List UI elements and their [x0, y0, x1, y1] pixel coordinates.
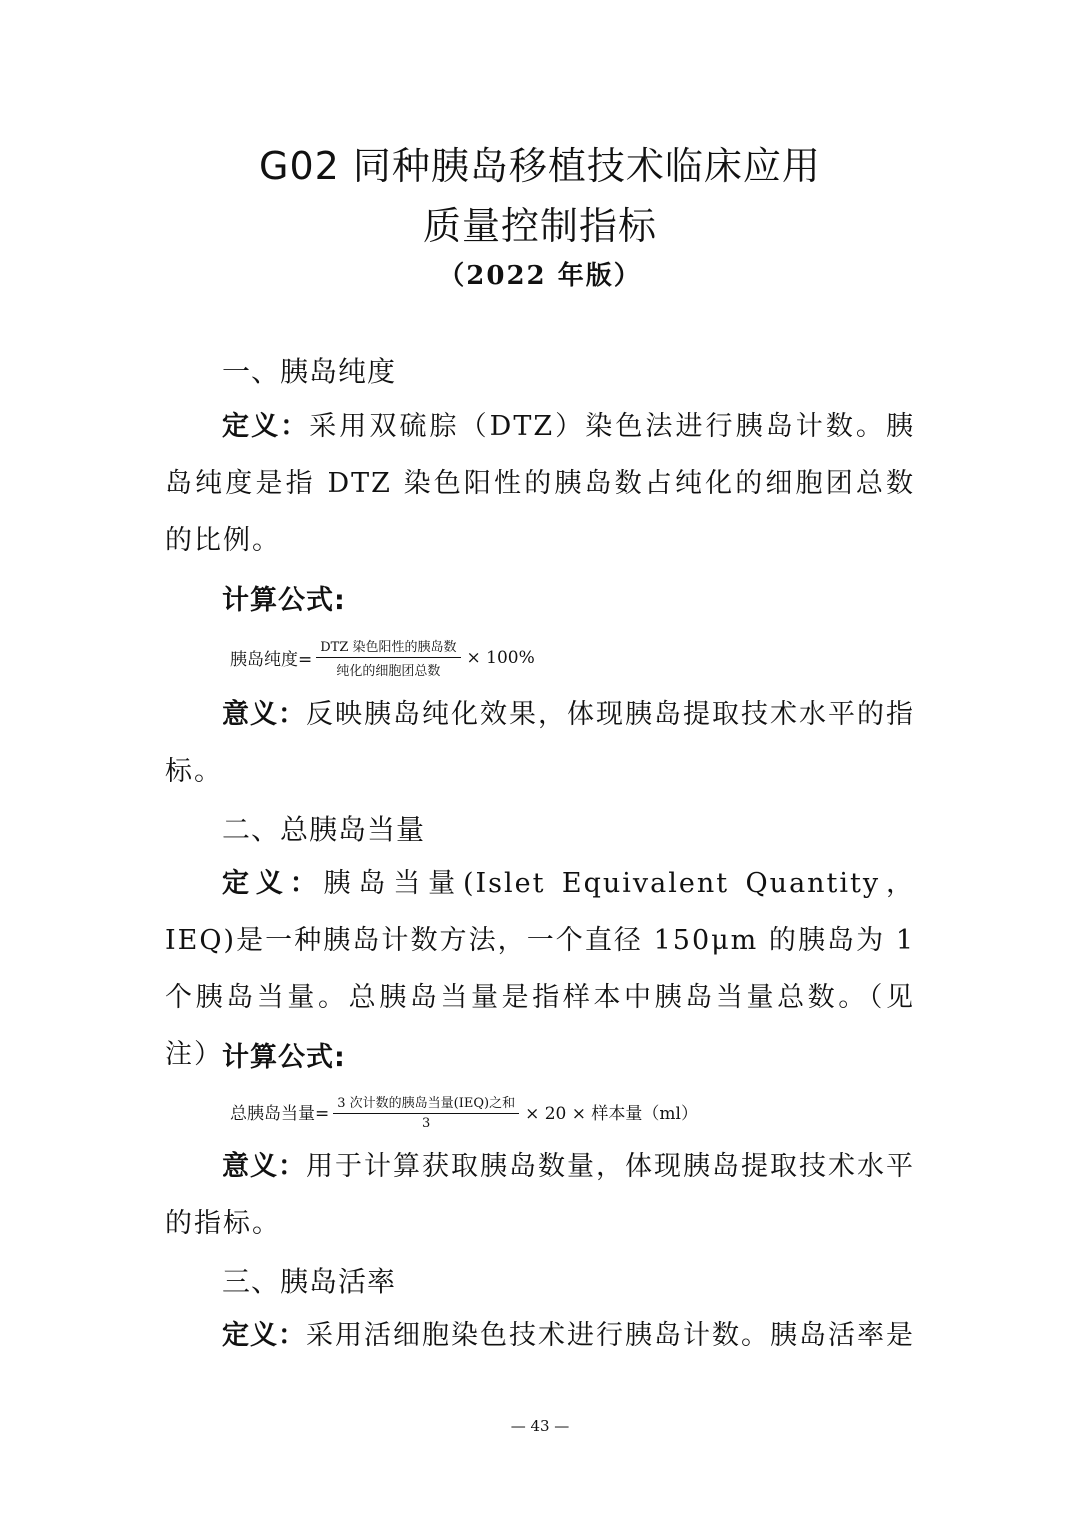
section2-formula-numerator: 3 次计数的胰岛当量(IEQ)之和: [333, 1092, 519, 1114]
section2-formula-lhs: 总胰岛当量=: [230, 1104, 330, 1124]
document-title-line1: G02 同种胰岛移植技术临床应用: [259, 144, 821, 188]
section2-formula: [230, 1092, 698, 1131]
section1-formula-lhs: 胰岛纯度=: [230, 650, 313, 670]
section2-meaning-text: 用于计算获取胰岛数量，体现胰岛提取技术水平的指标。: [165, 1151, 915, 1239]
page-number: — 43 —: [510, 1417, 570, 1435]
section1-heading: 一、胰岛纯度: [222, 355, 397, 388]
section2-definition-text: 胰岛当量(Islet Equivalent Quantity，IEQ)是一种胰岛计数方法，一个直径 150μm 的胰岛为 1 个胰岛当量。总胰岛当量是指样本中胰岛当量总数。（见注）: [165, 868, 915, 1070]
section2-definition-label: 定义：: [222, 868, 324, 899]
section1-meaning: [165, 686, 915, 800]
section1-formula-denominator: 纯化的细胞团总数: [336, 664, 441, 679]
section3-heading: 三、胰岛活率: [222, 1265, 397, 1298]
section1-formula-label: 计算公式:: [222, 585, 346, 616]
section1-definition: [165, 398, 915, 569]
section1-definition-label: 定义：: [222, 411, 310, 442]
section1-definition-text: 采用双硫腙（DTZ）染色法进行胰岛计数。胰岛纯度是指 DTZ 染色阳性的胰岛数占纯化的细胞团总数的比例。: [165, 411, 916, 556]
section2-heading: 二、总胰岛当量: [222, 813, 426, 846]
section3-definition-text: 采用活细胞染色技术进行胰岛计数。胰岛活率是: [306, 1320, 915, 1351]
section1-meaning-label: 意义：: [222, 699, 306, 730]
section3-definition: [165, 1307, 915, 1364]
section2-formula-denominator: 3: [422, 1116, 431, 1131]
section2-meaning-label: 意义：: [222, 1151, 306, 1182]
section1-formula-fraction: [316, 636, 460, 679]
section2-formula-fraction: [333, 1092, 519, 1131]
section2-meaning: [165, 1138, 915, 1252]
section2-formula-tail: × 20 × 样本量（ml）: [525, 1104, 698, 1124]
section1-formula-numerator: DTZ 染色阳性的胰岛数: [316, 636, 460, 658]
section1-formula-tail: × 100%: [466, 647, 535, 668]
document-title-line2: 质量控制指标: [422, 204, 657, 248]
section2-formula-label: 计算公式:: [222, 1042, 346, 1073]
section1-meaning-text: 反映胰岛纯化效果，体现胰岛提取技术水平的指标。: [165, 699, 915, 787]
section3-definition-label: 定义：: [222, 1320, 306, 1351]
section1-formula: [230, 636, 535, 679]
edition-label: （2022 年版）: [438, 261, 642, 291]
